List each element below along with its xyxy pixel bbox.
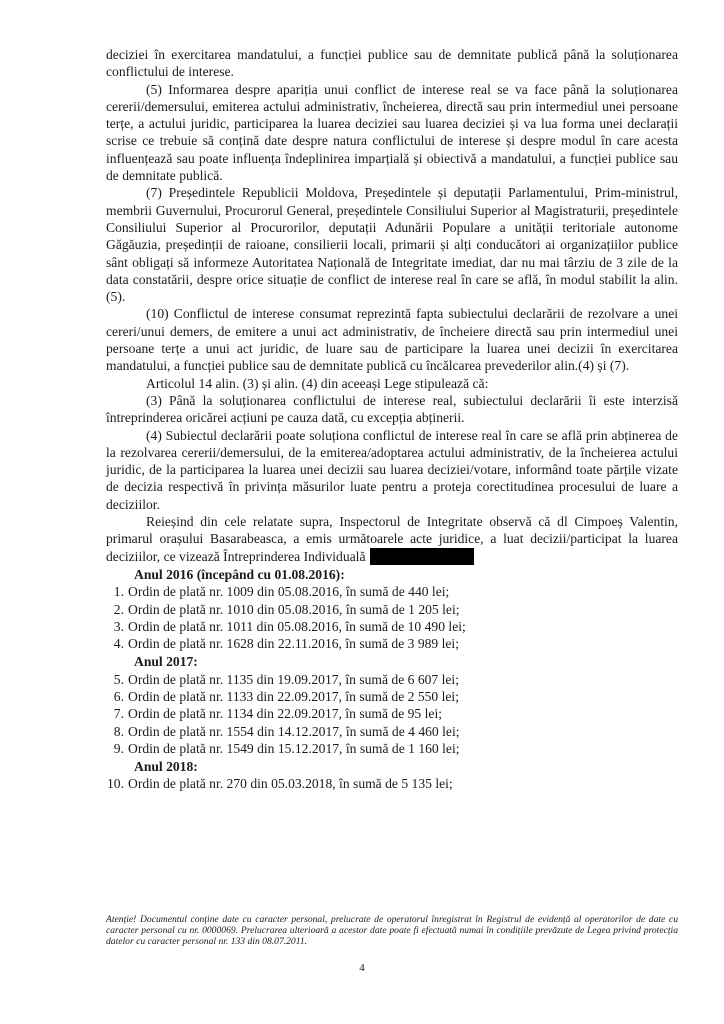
redaction-bar <box>370 548 474 565</box>
item-number: 6. <box>113 688 124 704</box>
year-heading-2016: Anul 2016 (începând cu 01.08.2016): <box>134 566 345 582</box>
item-text: Ordin de plată nr. 1011 din 05.08.2016, în sumă de 10 490 lei; <box>128 618 466 634</box>
item-number: 10. <box>107 776 124 792</box>
item-number: 2. <box>113 601 124 617</box>
item-number: 7. <box>113 706 124 722</box>
item-number: 1. <box>113 584 124 600</box>
item-text: Ordin de plată nr. 1134 din 22.09.2017, în sumă de 95 lei; <box>128 706 442 722</box>
item-text: Ordin de plată nr. 1133 din 22.09.2017, în sumă de 2 550 lei; <box>128 688 459 704</box>
list-item <box>106 671 678 688</box>
list-item <box>106 688 678 705</box>
paragraph-findings <box>106 513 678 565</box>
item-text: Ordin de plată nr. 1549 din 15.12.2017, în sumă de 1 160 lei; <box>128 740 460 756</box>
item-number: 5. <box>113 671 124 687</box>
list-item <box>106 635 678 652</box>
orders-list-2017 <box>106 671 678 757</box>
paragraph-article-14: Articolul 14 alin. (3) și alin. (4) din aceeași Lege stipulează că: <box>146 375 489 391</box>
item-text: Ordin de plată nr. 270 din 05.03.2018, în sumă de 5 135 lei; <box>128 776 453 792</box>
orders-list-2016 <box>106 583 678 652</box>
year-heading-2017: Anul 2017: <box>134 654 198 670</box>
item-number: 3. <box>113 618 124 634</box>
list-item <box>106 618 678 635</box>
item-text: Ordin de plată nr. 1554 din 14.12.2017, în sumă de 4 460 lei; <box>128 723 460 739</box>
list-item <box>106 775 678 792</box>
item-text: Ordin de plată nr. 1628 din 22.11.2016, în sumă de 3 989 lei; <box>128 636 459 652</box>
list-item <box>106 583 678 600</box>
personal-data-notice: Atenție! Documentul conține date cu caracter personal, prelucrate de operatorul înregistrat în Registrul de evidență al operatorilor de date cu caracter personal cu nr. 0000069. Prelucrarea ulterioară a acestor date poate fi efectuată numai în condițiile prevăzute de Legea privind protecția datelor cu caracter personal nr. 133 din 08.07.2011. <box>106 914 678 948</box>
item-number: 4. <box>113 636 124 652</box>
orders-list-2018 <box>106 775 678 792</box>
item-text: Ordin de plată nr. 1135 din 19.09.2017, în sumă de 6 607 lei; <box>128 671 459 687</box>
findings-text: Reieșind din cele relatate supra, Inspectorul de Integritate observă că dl Cimpoeș Valentin, primarul orașului Basarabeasca, a emis următoarele acte juridice, a luat decizii/participat la luarea deciziilor, ce vizează Întreprinderea Individuală <box>106 514 678 564</box>
paragraph-art14-alin-3: (3) Până la soluționarea conflictului de interese real, subiectului declarării îi este interzisă întreprinderea oricărei acțiuni pe cauza dată, cu excepția abținerii. <box>106 392 678 426</box>
paragraph-continuation: deciziei în exercitarea mandatului, a funcției publice sau de demnitate publică până la soluționarea conflictului de interese. <box>106 47 678 80</box>
list-item <box>106 723 678 740</box>
paragraph-alin-5: (5) Informarea despre apariția unui conflict de interese real se va face până la soluționarea cererii/demersului, emiterea actului administrativ, încheierea, directă sau prin intermediul unei persoane terțe, a actului juridic, participarea la luarea deciziei sau luarea deciziei și va lua forma unei declarații scrise ce trebuie să conțină date despre natura conflictului de interese și despre modul în care acesta influențează sau poate influența îndeplinirea imparțială și obiectivă a mandatului, a funcției publice sau de demnitate publică. <box>106 81 678 184</box>
list-item <box>106 601 678 618</box>
list-item <box>106 705 678 722</box>
paragraph-alin-10: (10) Conflictul de interese consumat reprezintă fapta subiectului declarării de rezolvare a unei cereri/unui demers, de emitere a unui act administrativ, de încheiere directă sau prin intermediul unei persoane terțe a unui act juridic, de luare sau de participare la luarea unei decizii în exercitarea mandatului, a funcției publice sau de demnitate publică cu încălcarea prevederilor alin.(4) și (7). <box>106 306 678 374</box>
item-text: Ordin de plată nr. 1009 din 05.08.2016, în sumă de 440 lei; <box>128 584 450 600</box>
paragraph-art14-alin-4: (4) Subiectul declarării poate soluționa conflictul de interese real în care se află prin abținerea de la rezolvarea cererii/demersului, de la emiterea/adoptarea actului administrativ, de la încheierea actului juridic, de la participarea la luarea unei decizii sau luarea deciziei/votare, informând toate părțile vizate de decizia respectivă în privința măsurilor luate pentru a proteja corectitudinea procesului de luare a deciziilor. <box>106 427 678 512</box>
item-text: Ordin de plată nr. 1010 din 05.08.2016, în sumă de 1 205 lei; <box>128 601 460 617</box>
page-number: 4 <box>359 962 365 974</box>
year-heading-2018: Anul 2018: <box>134 759 198 775</box>
document-body <box>106 46 678 793</box>
item-number: 9. <box>113 740 124 756</box>
list-item <box>106 740 678 757</box>
paragraph-alin-7: (7) Președintele Republicii Moldova, Președintele și deputații Parlamentului, Prim-ministrul, membrii Guvernului, Procurorul General, președintele Consiliului Superior al Magistraturii, președintele Consiliului Superior al Procurorilor, deputații Adunării Populare a unității teritoriale autonome Găgăuzia, președinții de raioane, consilierii locali, primarii și alți conducători ai organizațiilor publice sânt obligați să informeze Autoritatea Națională de Integritate imediat, dar nu mai târziu de 3 zile de la data constatării, despre orice situație de conflict de interese real în care se află, în modul stabilit la alin.(5). <box>106 185 678 305</box>
item-number: 8. <box>113 723 124 739</box>
